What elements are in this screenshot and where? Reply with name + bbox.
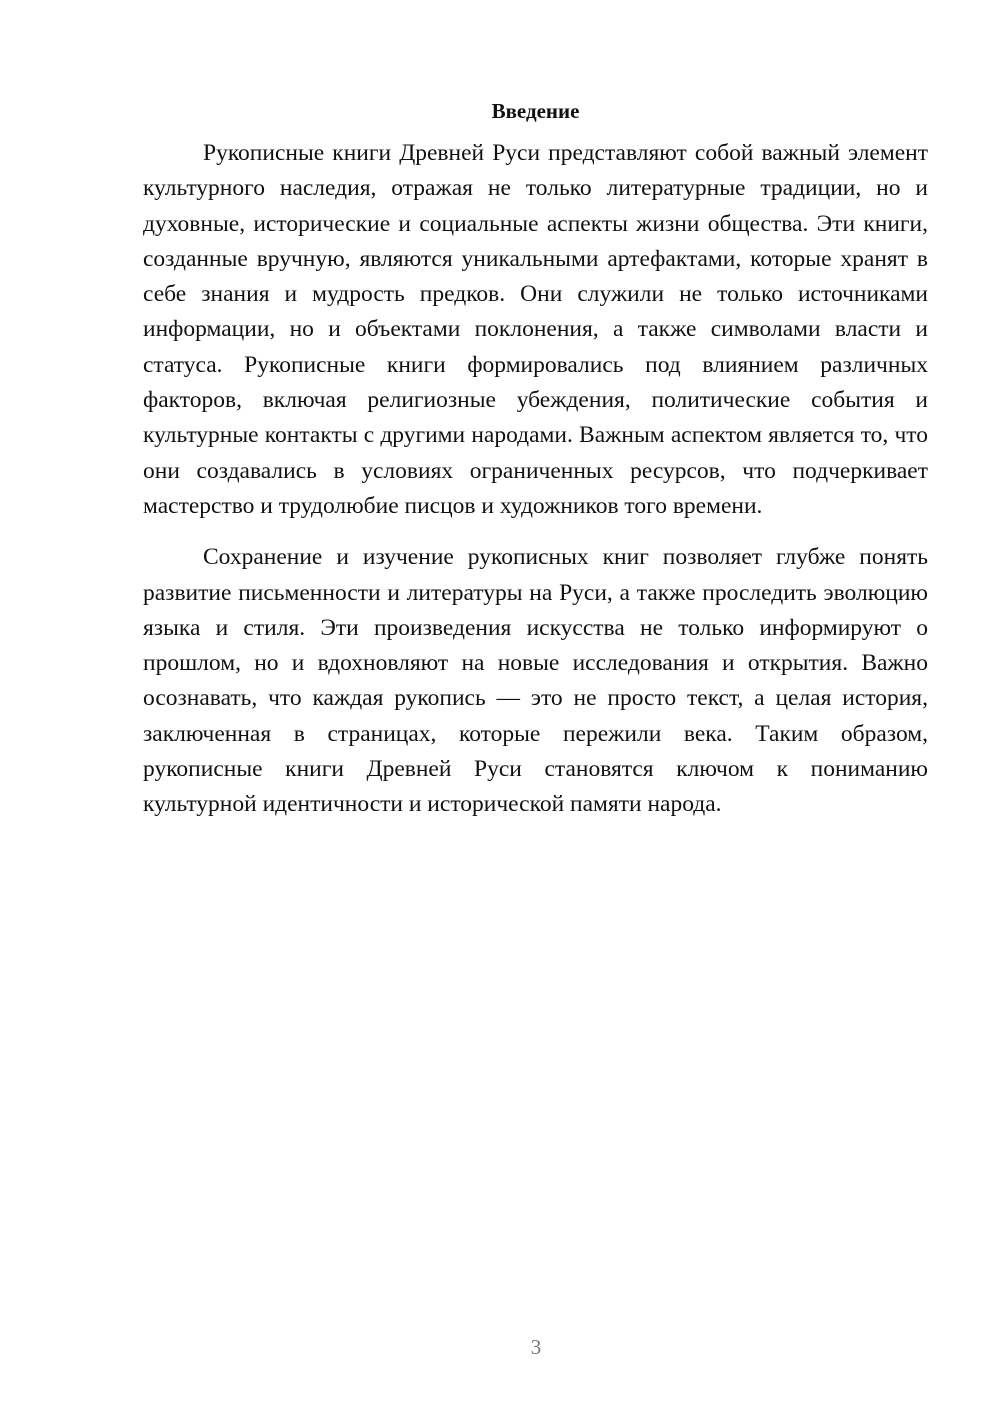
paragraph-2: Сохранение и изучение рукописных книг позволяет глубже понять развитие письменности и литературы на Руси, а также проследить эволюцию языка и стиля. Эти произведения искусства не только информируют о прошлом, но и вдохновляют на новые исследования и открытия. Важно осознавать, что каждая рукопись — это не просто текст, а целая история, заключенная в страницах, которые пережили века. Таким образом, рукописные книги Древней Руси становятся ключом к пониманию культурной идентичности и исторической памяти народа. bbox=[143, 544, 928, 818]
paragraph-1: Рукописные книги Древней Руси представляют собой важный элемент культурного наследия, отражая не только литературные традиции, но и духовные, исторические и социальные аспекты жизни общества. Эти книги, созданные вручную, являются уникальными артефактами, которые хранят в себе знания и мудрость предков. Они служили не только источниками информации, но и объектами поклонения, а также символами власти и статуса. Рукописные книги формировались под влиянием различных факторов, включая религиозные убеждения, политические события и культурные контакты с другими народами. Важным аспектом является то, что они создавались в условиях ограниченных ресурсов, что подчеркивает мастерство и трудолюбие писцов и художников того времени. bbox=[143, 140, 928, 519]
page-number: 3 bbox=[530, 1335, 542, 1359]
section-heading: Введение bbox=[491, 99, 580, 123]
page-content bbox=[143, 96, 928, 823]
